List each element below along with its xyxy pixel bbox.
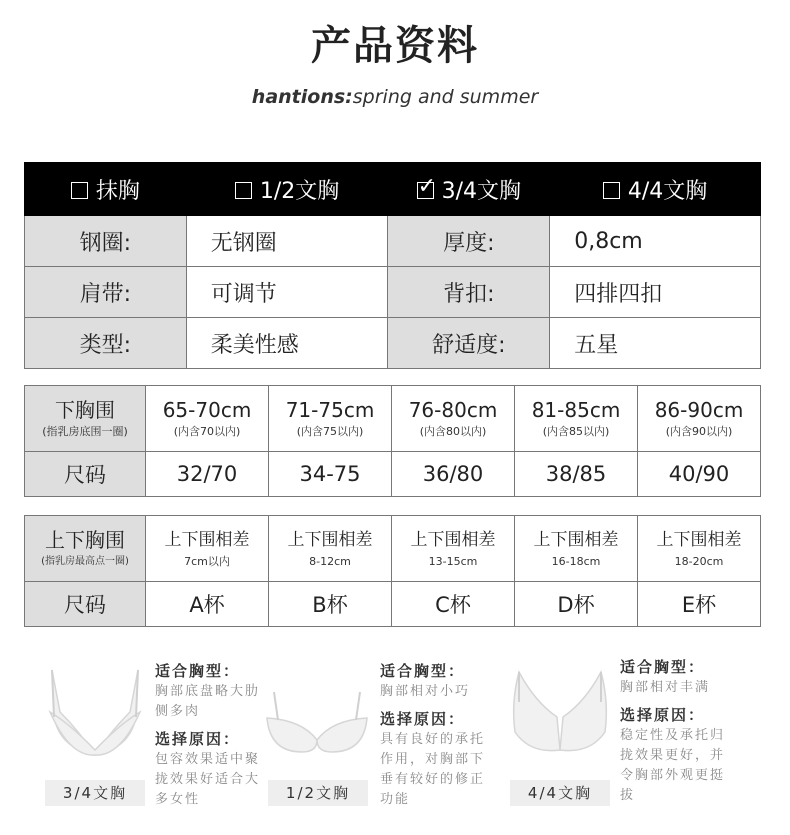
type-value: 柔美性感 — [186, 318, 388, 369]
size-cell: 40/90 — [638, 452, 761, 497]
spec-table — [24, 162, 761, 369]
style-option-strapless[interactable]: 抹胸 — [25, 163, 187, 216]
underbust-label: 下胸围 — [55, 398, 115, 422]
size-cell: 34-75 — [269, 452, 392, 497]
reason-text: 包容效果适中聚拢效果好适合大多女性 — [155, 752, 261, 807]
full-cup-bra-info — [620, 656, 730, 812]
comfort-value: 五星 — [550, 318, 761, 369]
size-cell: 36/80 — [392, 452, 515, 497]
underbust-cell: 76-80cm (内含80以内) — [392, 386, 515, 452]
cup-size-cell: D杯 — [515, 582, 638, 627]
three-quarter-bra-info — [155, 660, 265, 816]
reason-title: 选择原因： — [620, 706, 706, 724]
cup-diff-cell: 上下围相差 8-12cm — [269, 516, 392, 582]
reason-text: 具有良好的承托作用，对胸部下垂有较好的修正功能 — [380, 732, 486, 807]
cup-diff-cell: 上下围相差 7cm以内 — [146, 516, 269, 582]
cup-size-cell: B杯 — [269, 582, 392, 627]
underbust-size-row — [25, 452, 761, 497]
thickness-label: 厚度: — [388, 216, 550, 267]
page-title: 产品资料 — [311, 23, 479, 69]
cup-diff-row — [25, 516, 761, 582]
cup-table — [24, 515, 761, 627]
spec-row — [25, 318, 761, 369]
cup-size-row — [25, 582, 761, 627]
reason-text: 稳定性及承托归拢效果更好，并令胸部外观更挺拔 — [620, 728, 726, 803]
page-subtitle — [0, 86, 790, 108]
half-cup-bra-caption: 1/2文胸 — [268, 780, 368, 806]
strap-value: 可调节 — [186, 267, 388, 318]
half-cup-bra-icon — [262, 690, 372, 760]
cup-diff-cell: 上下围相差 16-18cm — [515, 516, 638, 582]
underbust-label-cell — [25, 386, 146, 452]
fit-title: 适合胸型： — [620, 658, 706, 676]
checkbox-checked-icon[interactable] — [417, 182, 434, 199]
reason-title: 选择原因： — [380, 710, 466, 728]
size-cell: 38/85 — [515, 452, 638, 497]
cup-size-cell: C杯 — [392, 582, 515, 627]
full-cup-bra-icon — [505, 662, 615, 762]
checkbox-icon[interactable] — [71, 182, 88, 199]
reason-title: 选择原因： — [155, 730, 241, 748]
underbust-note: (指乳房底围一圈) — [42, 425, 128, 438]
spec-row — [25, 216, 761, 267]
style-option-full-cup[interactable]: 4/4文胸 — [550, 163, 761, 216]
type-label: 类型: — [25, 318, 187, 369]
style-option-three-quarter-cup[interactable]: ✓ 3/4文胸 — [388, 163, 550, 216]
cup-diff-cell: 上下围相差 18-20cm — [638, 516, 761, 582]
underbust-range-row — [25, 386, 761, 452]
three-quarter-bra-icon — [40, 662, 150, 762]
full-cup-bra-caption: 4/4文胸 — [510, 780, 610, 806]
fit-text: 胸部相对丰满 — [620, 680, 711, 695]
underbust-table — [24, 385, 761, 497]
comfort-label: 舒适度: — [388, 318, 550, 369]
half-cup-bra-info — [380, 660, 490, 816]
thickness-value: 0,8cm — [550, 216, 761, 267]
clasp-value: 四排四扣 — [550, 267, 761, 318]
underbust-cell: 86-90cm (内含90以内) — [638, 386, 761, 452]
strap-label: 肩带: — [25, 267, 187, 318]
size-label: 尺码 — [25, 582, 146, 627]
fit-title: 适合胸型： — [155, 662, 241, 680]
underbust-cell: 65-70cm (内含70以内) — [146, 386, 269, 452]
three-quarter-bra-caption: 3/4文胸 — [45, 780, 145, 806]
style-option-half-cup[interactable]: 1/2文胸 — [186, 163, 388, 216]
checkbox-icon[interactable] — [603, 182, 620, 199]
style-header-row — [25, 163, 761, 216]
underwire-value: 无钢圈 — [186, 216, 388, 267]
spec-row — [25, 267, 761, 318]
fit-text: 胸部相对小巧 — [380, 684, 471, 699]
fit-text: 胸部底盘略大肋侧多肉 — [155, 684, 261, 719]
cup-size-cell: E杯 — [638, 582, 761, 627]
size-label: 尺码 — [25, 452, 146, 497]
cup-label: 上下胸围 — [45, 528, 125, 552]
cup-note: (指乳房最高点一圈) — [41, 556, 129, 567]
clasp-label: 背扣: — [388, 267, 550, 318]
brand-name: hantions: — [251, 86, 353, 108]
size-cell: 32/70 — [146, 452, 269, 497]
fit-title: 适合胸型： — [380, 662, 466, 680]
underbust-cell: 71-75cm (内含75以内) — [269, 386, 392, 452]
season-text: spring and summer — [352, 86, 539, 108]
checkbox-icon[interactable] — [235, 182, 252, 199]
cup-diff-cell: 上下围相差 13-15cm — [392, 516, 515, 582]
underwire-label: 钢圈: — [25, 216, 187, 267]
cup-size-cell: A杯 — [146, 582, 269, 627]
cup-label-cell — [25, 516, 146, 582]
underbust-cell: 81-85cm (内含85以内) — [515, 386, 638, 452]
